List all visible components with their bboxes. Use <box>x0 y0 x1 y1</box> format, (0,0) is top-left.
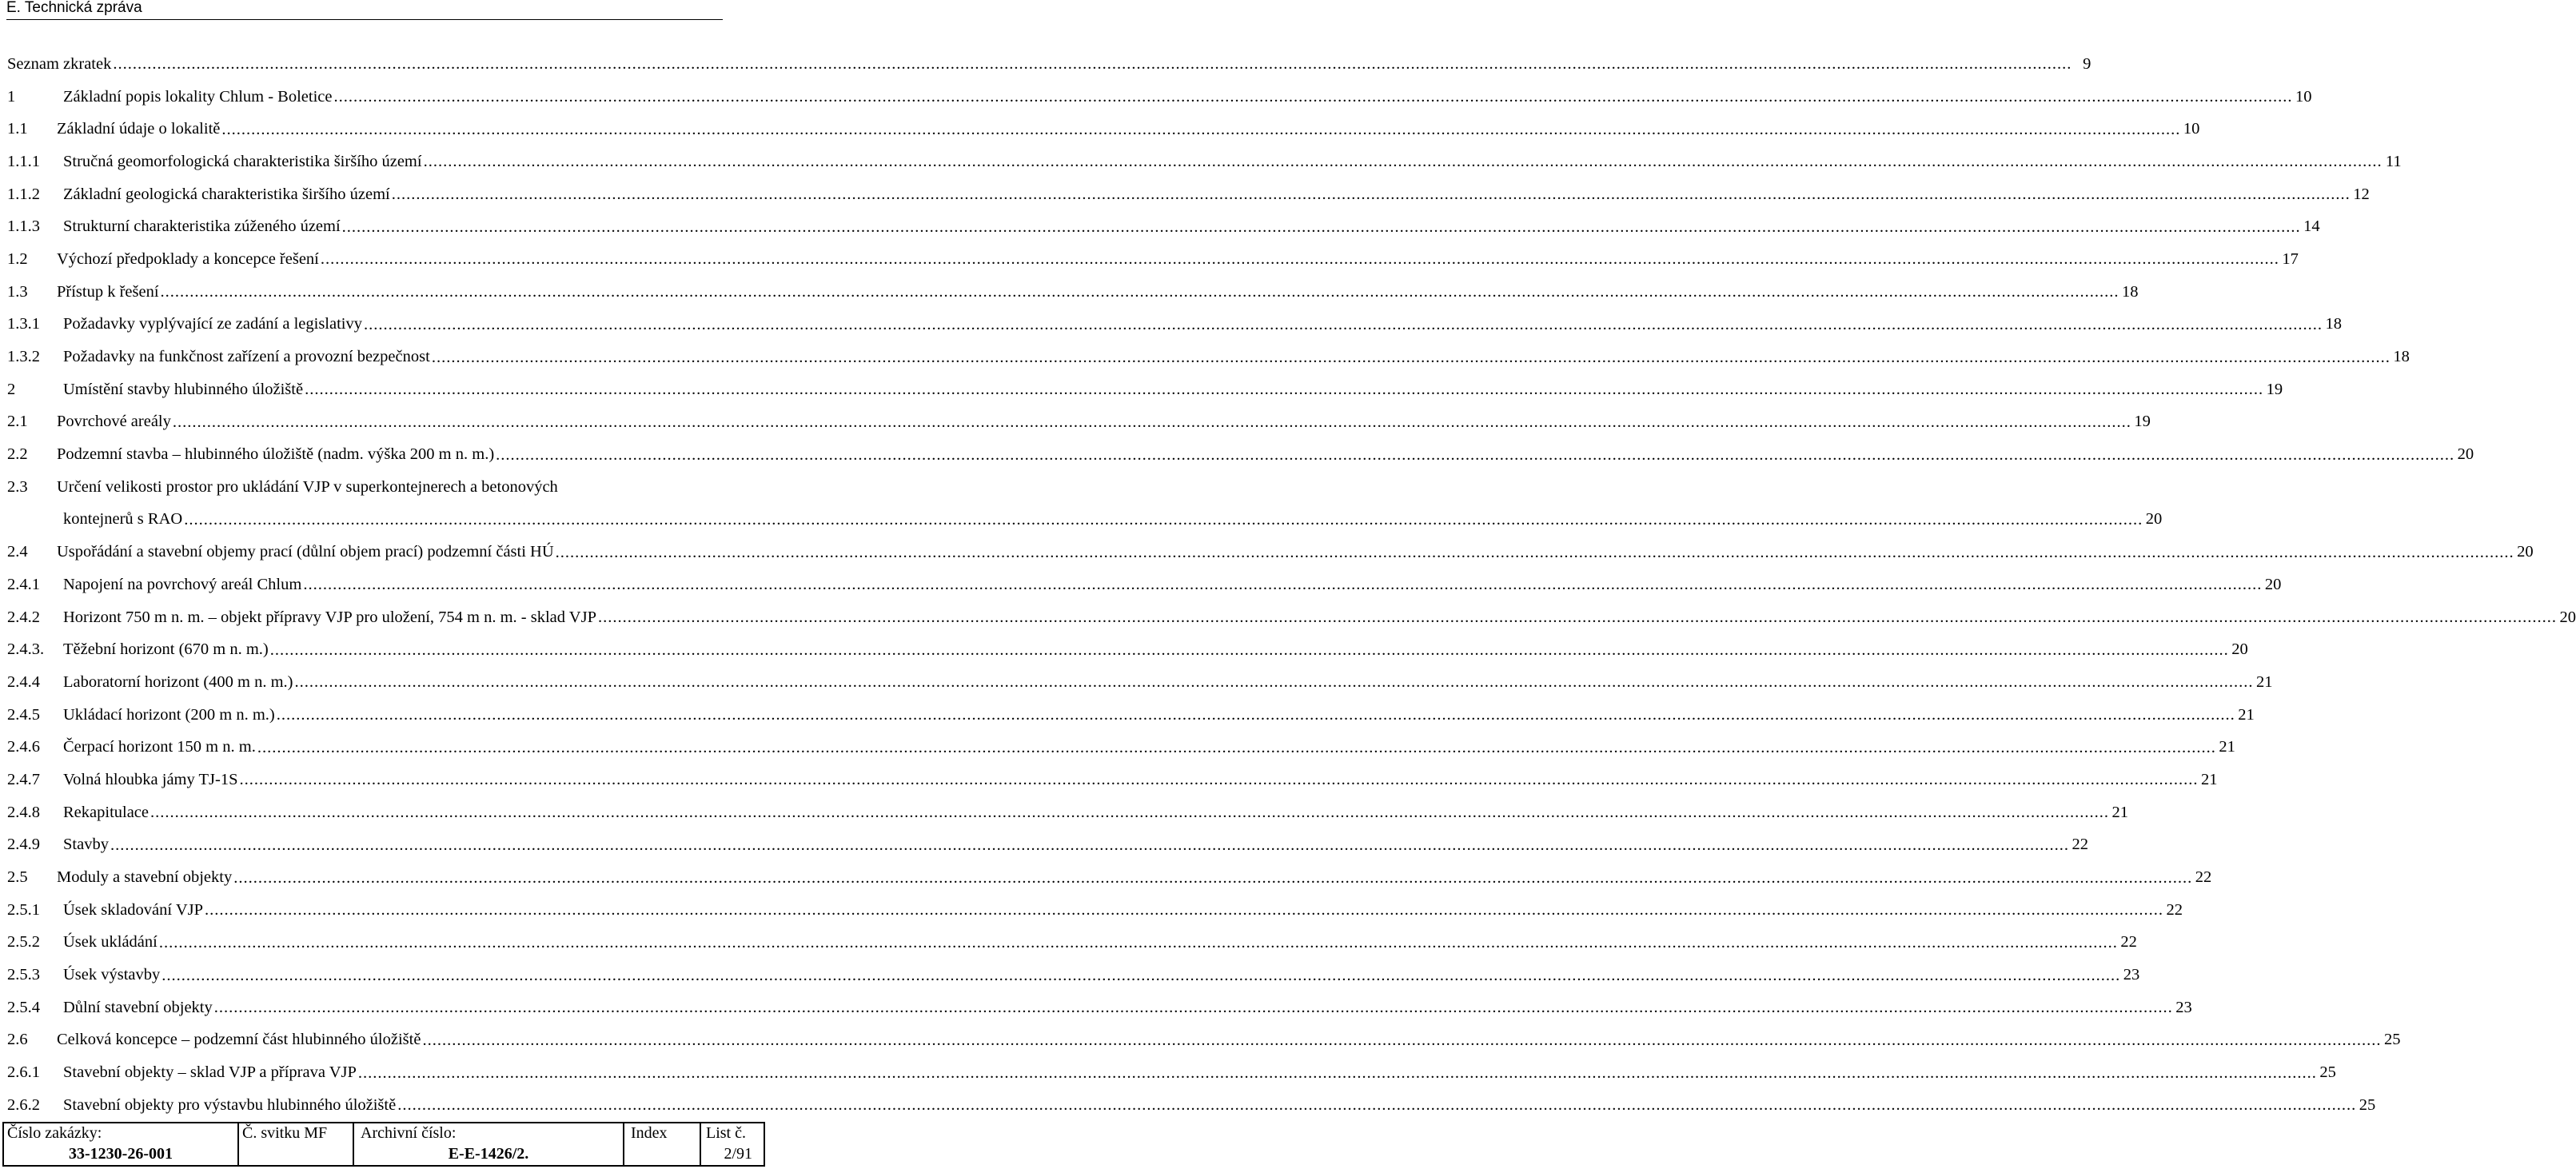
toc-title: Ukládací horizont (200 m n. m.) <box>63 705 275 724</box>
toc-entry[interactable] <box>7 1089 2376 1122</box>
toc-title: Výchozí předpoklady a koncepce řešení <box>57 249 319 268</box>
toc-entry[interactable] <box>7 796 2129 829</box>
toc-number: 2 <box>7 380 16 398</box>
list-value: 2/91 <box>724 1145 752 1163</box>
toc-page-number: 20 <box>2517 543 2534 561</box>
toc-entry[interactable] <box>7 927 2137 960</box>
cell-svitek <box>239 1123 354 1165</box>
toc-entry[interactable] <box>7 764 2218 796</box>
toc-page-number: 23 <box>2175 998 2192 1016</box>
toc-leader: ................................................................................................................................................................................................................................................................................................................................................................................................................ <box>391 186 2351 204</box>
toc-page-number: 22 <box>2072 836 2088 854</box>
toc-entry[interactable] <box>7 569 2282 601</box>
index-label: Index <box>631 1124 668 1142</box>
toc-title: Základní popis lokality Chlum - Boletice <box>63 87 333 106</box>
toc-number: 1.2 <box>7 249 28 268</box>
toc-title: Uspořádání a stavební objemy prací (důlní objem prací) podzemní části HÚ <box>57 543 554 561</box>
archiv-value: E-E-1426/2. <box>448 1145 529 1163</box>
toc-title: Strukturní charakteristika zúženého území <box>63 217 341 236</box>
toc-number: 2.5.4 <box>7 998 40 1016</box>
toc-number: 2.4.6 <box>7 738 40 756</box>
toc-leader: ................................................................................................................................................................................................................................................................................................................................................................................................................ <box>213 999 2173 1017</box>
toc-page-number: 21 <box>2256 672 2273 691</box>
toc-page-number: 25 <box>2319 1063 2336 1082</box>
toc-entry[interactable] <box>7 829 2088 862</box>
toc-entry[interactable] <box>7 243 2299 276</box>
toc-page-number: 14 <box>2303 217 2320 236</box>
toc-title: Celková koncepce – podzemní část hlubinného úložiště <box>57 1031 421 1049</box>
toc-page-number: 21 <box>2200 770 2218 788</box>
toc-title: Napojení na povrchový areál Chlum <box>63 575 302 593</box>
toc-entry[interactable] <box>7 536 2534 569</box>
toc-entry[interactable] <box>7 373 2283 406</box>
toc-page-number: 25 <box>2359 1095 2376 1114</box>
toc-number: 1.1.1 <box>7 152 40 170</box>
toc-page-number: 21 <box>2111 803 2129 821</box>
toc-title: Rekapitulace <box>63 803 150 821</box>
toc-entry[interactable] <box>7 210 2320 243</box>
toc-page-number: 10 <box>2295 87 2312 106</box>
toc-title: Určení velikosti prostor pro ukládání VJP v superkontejnerech a betonových <box>57 477 558 496</box>
toc-title: Stavby <box>63 836 109 854</box>
toc-title: Důlní stavební objekty <box>63 998 213 1016</box>
toc-entry[interactable] <box>7 406 2151 439</box>
toc-entry[interactable] <box>7 471 732 504</box>
toc-entry[interactable] <box>7 633 2248 666</box>
toc-leader: ................................................................................................................................................................................................................................................................................................................................................................................................................ <box>161 966 2121 984</box>
toc-leader: ................................................................................................................................................................................................................................................................................................................................................................................................................ <box>597 608 2557 627</box>
toc-entry[interactable] <box>7 666 2273 699</box>
toc-page-number: 21 <box>2219 738 2235 756</box>
toc-title: Stavební objekty pro výstavbu hlubinného úložiště <box>63 1095 397 1114</box>
toc-number: 1 <box>7 87 16 106</box>
toc-page-number: 19 <box>2134 413 2151 431</box>
zakazka-label: Číslo zakázky: <box>7 1124 102 1142</box>
toc-leader: ................................................................................................................................................................................................................................................................................................................................................................................................................ <box>150 804 2110 822</box>
archiv-label: Archivní číslo: <box>361 1124 457 1142</box>
toc-title: Přístup k řešení <box>57 282 159 301</box>
table-of-contents <box>7 48 2576 1122</box>
toc-number: 1.1.2 <box>7 185 40 203</box>
toc-page-number: 18 <box>2122 282 2139 301</box>
toc-title: Základní údaje o lokalitě <box>57 120 221 138</box>
toc-number: 2.4.8 <box>7 803 40 821</box>
toc-entry[interactable] <box>7 146 2402 178</box>
toc-leader: ................................................................................................................................................................................................................................................................................................................................................................................................................ <box>320 250 2279 269</box>
toc-page-number: 25 <box>2383 1031 2401 1049</box>
toc-number: 1.3.1 <box>7 315 40 333</box>
toc-leader: ................................................................................................................................................................................................................................................................................................................................................................................................................ <box>110 836 2069 854</box>
toc-page-number: 22 <box>2166 900 2183 919</box>
toc-entry[interactable] <box>7 178 2370 211</box>
toc-page-number: 18 <box>2325 315 2342 333</box>
toc-entry[interactable] <box>7 276 2139 309</box>
zakazka-value: 33-1230-26-001 <box>69 1145 173 1163</box>
cell-list <box>701 1123 764 1165</box>
toc-page-number: 20 <box>2145 510 2163 529</box>
toc-title: Těžební horizont (670 m n. m.) <box>63 640 269 659</box>
toc-number: 2.5 <box>7 868 28 887</box>
toc-number: 2.5.2 <box>7 933 40 952</box>
toc-leader: ................................................................................................................................................................................................................................................................................................................................................................................................................ <box>333 88 2293 106</box>
toc-number: 2.4.2 <box>7 608 40 626</box>
toc-page-number: 20 <box>2264 575 2282 593</box>
toc-entry[interactable] <box>7 309 2342 341</box>
toc-title: Úsek výstavby <box>63 966 161 984</box>
toc-entry[interactable] <box>7 991 2192 1024</box>
toc-leader: ................................................................................................................................................................................................................................................................................................................................................................................................................ <box>221 120 2181 138</box>
toc-page-number: 20 <box>2559 608 2576 626</box>
toc-number: 1.1 <box>7 120 28 138</box>
toc-title: Úsek skladování VJP <box>63 900 204 919</box>
cell-index <box>624 1123 701 1165</box>
toc-title: Požadavky na funkčnost zařízení a provozní bezpečnost <box>63 348 430 366</box>
toc-title: Moduly a stavební objekty <box>57 868 233 887</box>
toc-title: Podzemní stavba – hlubinného úložiště (nadm. výška 200 m n. m.) <box>57 445 495 464</box>
toc-leader: ................................................................................................................................................................................................................................................................................................................................................................................................................ <box>276 706 2235 724</box>
toc-number: 2.5.1 <box>7 900 40 919</box>
toc-page-number: 20 <box>2457 445 2474 464</box>
toc-page-number: 22 <box>2120 933 2137 952</box>
toc-title: Čerpací horizont 150 m n. m. <box>63 738 256 756</box>
toc-title: Základní geologická charakteristika širšího území <box>63 185 390 203</box>
toc-number: 2.6 <box>7 1031 28 1049</box>
toc-leader: ................................................................................................................................................................................................................................................................................................................................................................................................................ <box>294 673 2254 692</box>
toc-leader: ................................................................................................................................................................................................................................................................................................................................................................................................................ <box>422 1031 2382 1049</box>
cell-zakazka <box>4 1123 239 1165</box>
toc-title: Umístění stavby hlubinného úložiště <box>63 380 304 398</box>
toc-entry[interactable] <box>7 81 2312 114</box>
toc-number: 2.4.3. <box>7 640 45 659</box>
toc-number: 1.1.3 <box>7 217 40 236</box>
toc-number: 2.1 <box>7 413 28 431</box>
toc-number: 2.6.1 <box>7 1063 40 1082</box>
toc-leader: ................................................................................................................................................................................................................................................................................................................................................................................................................ <box>423 153 2383 171</box>
toc-leader: ................................................................................................................................................................................................................................................................................................................................................................................................................ <box>341 217 2301 236</box>
toc-title: Povrchové areály <box>57 413 171 431</box>
toc-page-number: 21 <box>2238 705 2255 724</box>
toc-entry[interactable] <box>7 861 2212 894</box>
toc-entry[interactable] <box>7 504 2163 537</box>
toc-leader: ................................................................................................................................................................................................................................................................................................................................................................................................................ <box>184 510 2143 529</box>
toc-leader: ................................................................................................................................................................................................................................................................................................................................................................................................................ <box>239 771 2199 789</box>
toc-number: 2.3 <box>7 477 28 496</box>
toc-entry[interactable] <box>7 699 2255 732</box>
toc-number: 2.6.2 <box>7 1095 40 1114</box>
toc-page-number: 10 <box>2183 120 2200 138</box>
toc-leader: ................................................................................................................................................................................................................................................................................................................................................................................................................ <box>397 1096 2357 1115</box>
toc-number: 2.4.1 <box>7 575 40 593</box>
toc-entry[interactable] <box>7 113 2200 146</box>
toc-number: 2.5.3 <box>7 966 40 984</box>
toc-entry[interactable] <box>7 1056 2336 1089</box>
svitek-label: Č. svitku MF <box>242 1124 328 1142</box>
toc-leader: ................................................................................................................................................................................................................................................................................................................................................................................................................ <box>205 901 2164 920</box>
toc-number: 1.3.2 <box>7 348 40 366</box>
toc-title: Stručná geomorfologická charakteristika širšího území <box>63 152 422 170</box>
toc-entry[interactable] <box>7 438 2474 471</box>
toc-entry[interactable] <box>7 48 2092 81</box>
toc-leader: ................................................................................................................................................................................................................................................................................................................................................................................................................ <box>357 1063 2317 1082</box>
toc-leader: ................................................................................................................................................................................................................................................................................................................................................................................................................ <box>496 445 2455 464</box>
toc-entry[interactable] <box>7 731 2235 764</box>
toc-page-number: 11 <box>2385 152 2402 170</box>
title-block <box>2 1122 765 1167</box>
toc-entry[interactable] <box>7 1024 2401 1057</box>
toc-leader: ................................................................................................................................................................................................................................................................................................................................................................................................................ <box>555 543 2514 561</box>
toc-entry[interactable] <box>7 341 2410 373</box>
toc-page-number: 22 <box>2195 868 2212 887</box>
header-title: E. Technická zpráva <box>6 0 142 16</box>
toc-leader: ................................................................................................................................................................................................................................................................................................................................................................................................................ <box>172 413 2131 431</box>
toc-page-number: 18 <box>2393 348 2410 366</box>
toc-page-number: 23 <box>2123 966 2140 984</box>
toc-leader: ................................................................................................................................................................................................................................................................................................................................................................................................................ <box>364 315 2323 333</box>
toc-leader: ................................................................................................................................................................................................................................................................................................................................................................................................................ <box>257 738 2216 756</box>
toc-leader: ................................................................................................................................................................................................................................................................................................................................................................................................................ <box>305 381 2264 399</box>
toc-entry[interactable] <box>7 894 2183 927</box>
toc-page-number: 9 <box>2083 54 2092 73</box>
toc-number: 2.2 <box>7 445 28 464</box>
toc-page-number: 12 <box>2353 185 2370 203</box>
toc-leader: ................................................................................................................................................................................................................................................................................................................................................................................................................ <box>160 283 2119 301</box>
toc-number: 2.4.7 <box>7 770 40 788</box>
toc-leader: ................................................................................................................................................................................................................................................................................................................................................................................................................ <box>113 55 2072 74</box>
toc-title: Laboratorní horizont (400 m n. m.) <box>63 672 293 691</box>
toc-page-number: 17 <box>2282 249 2299 268</box>
toc-leader: ................................................................................................................................................................................................................................................................................................................................................................................................................ <box>233 868 2193 887</box>
toc-number: 2.4.9 <box>7 836 40 854</box>
toc-title: kontejnerů s RAO <box>63 510 183 529</box>
toc-number: 2.4 <box>7 543 28 561</box>
toc-title: Úsek ukládání <box>63 933 158 952</box>
toc-entry[interactable] <box>7 959 2140 991</box>
page-header <box>6 0 723 20</box>
toc-leader: ................................................................................................................................................................................................................................................................................................................................................................................................................ <box>303 576 2263 594</box>
toc-title: Volná hloubka jámy TJ-1S <box>63 770 238 788</box>
toc-page-number: 19 <box>2266 380 2283 398</box>
toc-number: 2.4.4 <box>7 672 40 691</box>
cell-archiv <box>354 1123 624 1165</box>
toc-title: Požadavky vyplývající ze zadání a legislativy <box>63 315 362 333</box>
toc-title: Seznam zkratek <box>7 54 112 73</box>
toc-page-number: 20 <box>2231 640 2248 659</box>
list-label: List č. <box>706 1124 746 1142</box>
toc-leader: ................................................................................................................................................................................................................................................................................................................................................................................................................ <box>158 933 2118 952</box>
toc-title: Horizont 750 m n. m. – objekt přípravy VJP pro uložení, 754 m n. m. - sklad VJP <box>63 608 596 626</box>
toc-leader: ................................................................................................................................................................................................................................................................................................................................................................................................................ <box>269 640 2229 659</box>
toc-number: 2.4.5 <box>7 705 40 724</box>
toc-number: 1.3 <box>7 282 28 301</box>
toc-title: Stavební objekty – sklad VJP a příprava VJP <box>63 1063 357 1082</box>
toc-leader: ................................................................................................................................................................................................................................................................................................................................................................................................................ <box>431 348 2391 366</box>
toc-entry[interactable] <box>7 601 2576 634</box>
